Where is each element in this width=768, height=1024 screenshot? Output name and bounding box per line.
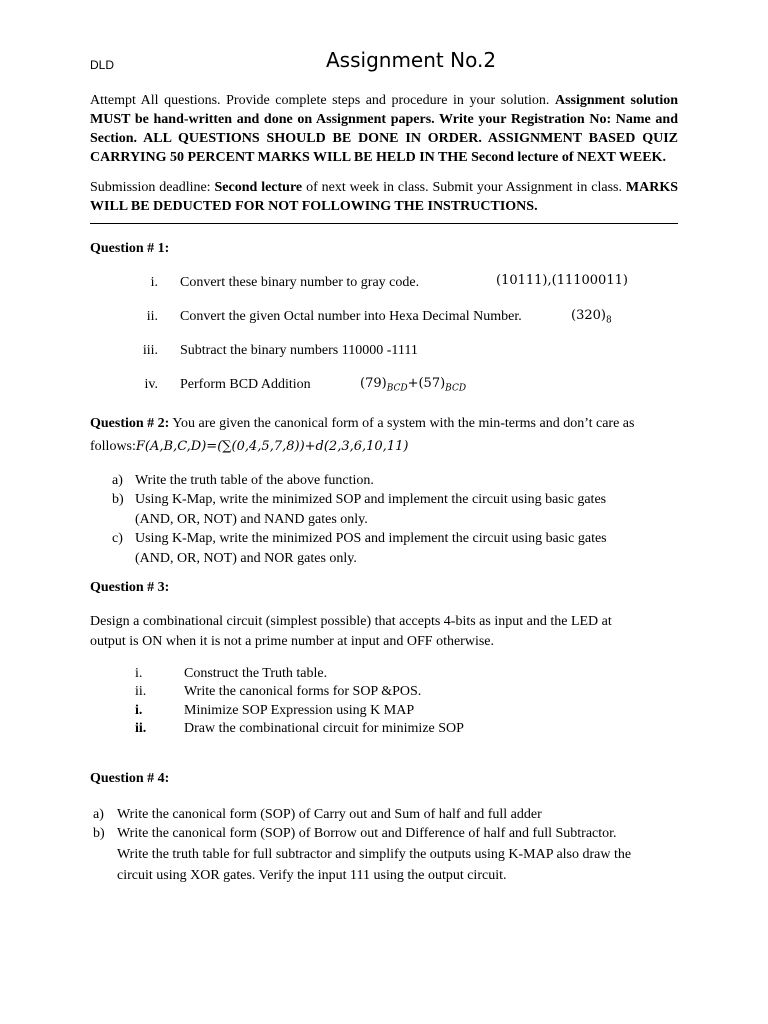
question-2-item-label: c) <box>112 531 123 546</box>
question-1-item <box>90 309 678 329</box>
question-2-heading: Question # 2: <box>90 416 170 431</box>
question-1-item <box>90 275 678 295</box>
item-text: Perform BCD Addition <box>180 377 311 392</box>
item-text: Construct the Truth table. <box>184 666 328 681</box>
question-4-item-label: a) <box>93 807 104 822</box>
question-4-item-text: Write the canonical form (SOP) of Borrow out and Difference of half and full Subtractor. <box>117 826 617 841</box>
item-text: Write the canonical forms for SOP &POS. <box>184 684 422 699</box>
question-2-item-label: a) <box>112 473 123 488</box>
question-2-item-text: (AND, OR, NOT) and NOR gates only. <box>135 551 357 566</box>
question-2-text: You are given the canonical form of a system with the min-terms and don’t care as follows: <box>90 416 635 454</box>
item-text: Minimize SOP Expression using K MAP <box>184 703 415 718</box>
bcd-operand-a: (79) <box>360 376 387 391</box>
item-number: i. <box>135 666 143 681</box>
octal-value: (320) <box>571 308 606 323</box>
item-number: i. <box>150 275 158 290</box>
question-4-item-label: b) <box>93 826 105 841</box>
question-2-item-text: (AND, OR, NOT) and NAND gates only. <box>135 512 368 527</box>
question-3-item <box>90 721 678 739</box>
instructions-bold-text: Assignment solution MUST be hand-written and done on Assignment papers. Write your Registration No: Name and Section. ALL QUESTIONS SHOULD BE DONE IN ORDER. ASSIGNMENT BASED QUIZ CARRYING 50 PERCENT MARKS WILL BE HELD IN THE <box>90 93 678 165</box>
item-number: i. <box>135 703 143 718</box>
item-text: Subtract the binary numbers 110000 -1111 <box>180 343 418 358</box>
item-number: ii. <box>135 684 147 699</box>
item-number: ii. <box>135 721 147 736</box>
question-4-heading: Question # 4: <box>90 771 170 786</box>
bcd-subscript-b: BCD <box>445 383 467 394</box>
question-1-item <box>90 343 678 363</box>
question-2-item-label: b) <box>112 492 124 507</box>
item-text: Convert the given Octal number into Hexa Decimal Number. <box>180 309 522 324</box>
question-4-item-text: Write the canonical form (SOP) of Carry out and Sum of half and full adder <box>117 807 542 822</box>
item-number: iii. <box>142 343 158 358</box>
submission-label: Submission deadline: <box>90 180 211 195</box>
item-number: iv. <box>144 377 158 392</box>
octal-base: 8 <box>605 315 612 326</box>
instructions-bold-deadline: Second lecture of NEXT WEEK. <box>471 150 666 165</box>
question-3-heading: Question # 3: <box>90 580 170 595</box>
bcd-operand-b: (57) <box>418 376 446 391</box>
question-3-item <box>90 684 678 702</box>
question-1-heading: Question # 1: <box>90 241 170 256</box>
instructions-text: Attempt All questions. Provide complete steps and procedure in your solution. <box>90 93 550 108</box>
item-text: Draw the combinational circuit for minimize SOP <box>184 721 464 736</box>
instructions-paragraph <box>90 91 678 167</box>
question-3-item <box>90 703 678 721</box>
item-number: ii. <box>146 309 158 324</box>
binary-expression: (10111),(11100011) <box>496 273 628 288</box>
item-text: Convert these binary number to gray code. <box>180 275 420 290</box>
question-1-item <box>90 377 678 397</box>
question-4-item-text: circuit using XOR gates. Verify the input 111 using the output circuit. <box>117 868 507 883</box>
submission-warning: MARKS WILL BE DEDUCTED FOR NOT FOLLOWING THE INSTRUCTIONS. <box>90 180 679 214</box>
document-title: Assignment No.2 <box>326 48 497 72</box>
bcd-plus: + <box>407 376 419 391</box>
function-formula: F(A,B,C,D)=(∑(0,4,5,7,8))+d(2,3,6,10,11) <box>135 439 409 454</box>
submission-paragraph <box>90 178 678 216</box>
course-code: DLD <box>90 58 115 72</box>
question-2-item-text: Using K-Map, write the minimized POS and implement the circuit using basic gates <box>135 531 607 546</box>
bcd-subscript-a: BCD <box>386 383 408 394</box>
question-2-item-text: Write the truth table of the above function. <box>135 473 374 488</box>
octal-expression <box>571 308 612 326</box>
submission-deadline: Second lecture <box>214 180 303 195</box>
question-2-item-text: Using K-Map, write the minimized SOP and implement the circuit using basic gates <box>135 492 607 507</box>
question-3-intro: output is ON when it is not a prime number at input and OFF otherwise. <box>90 634 495 649</box>
submission-text: of next week in class. Submit your Assignment in class. <box>306 180 622 195</box>
document-header <box>90 48 678 78</box>
divider <box>90 223 678 224</box>
question-4-item-text: Write the truth table for full subtractor and simplify the outputs using K-MAP also draw the <box>117 847 632 862</box>
question-2-intro <box>90 412 678 458</box>
question-3-item <box>90 666 678 684</box>
question-3-intro: Design a combinational circuit (simplest possible) that accepts 4-bits as input and the LED at <box>90 614 612 629</box>
bcd-expression <box>360 376 466 394</box>
